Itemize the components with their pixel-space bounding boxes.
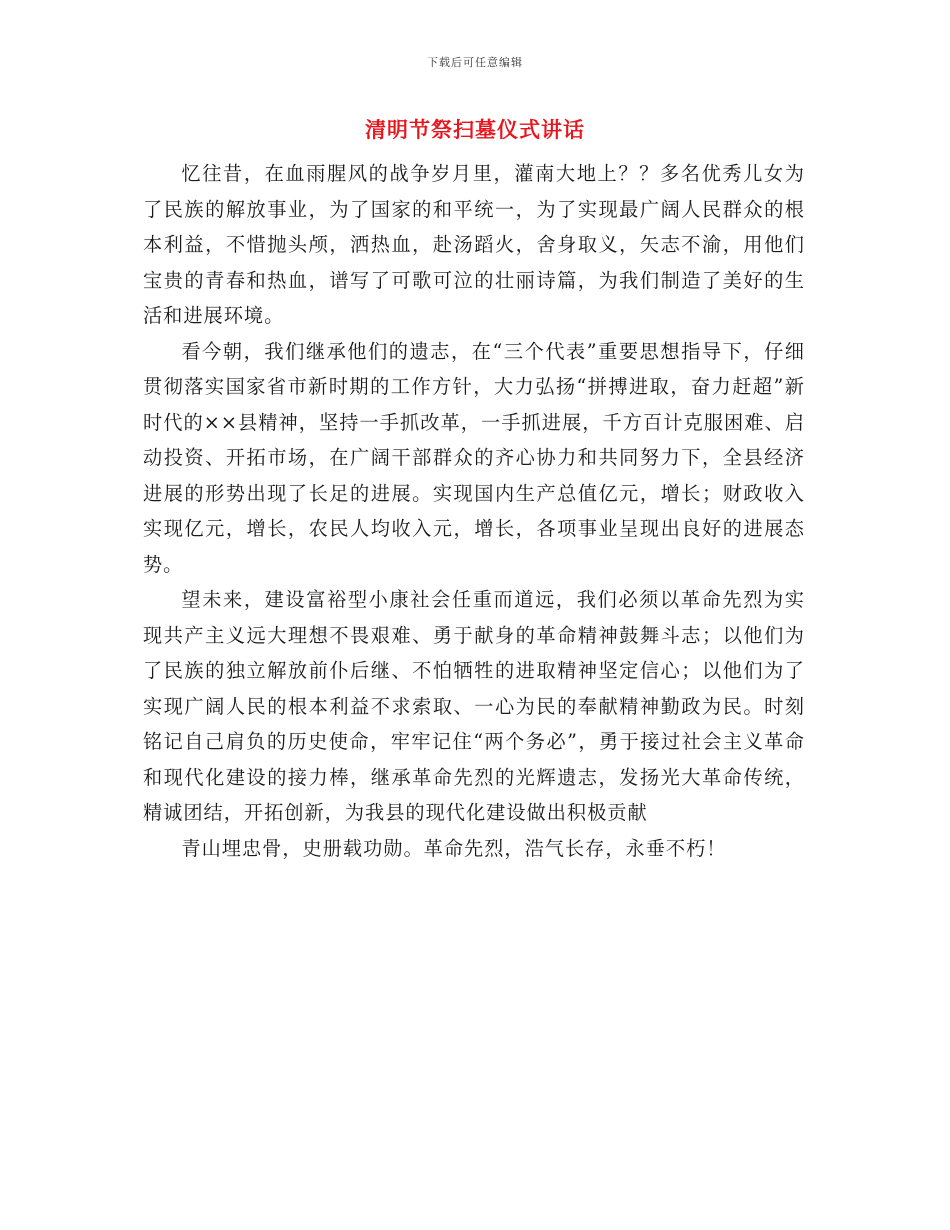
paragraph-1: 忆往昔，在血雨腥风的战争岁月里，灌南大地上？？多名优秀儿女为了民族的解放事业，为了国家的和平统一，为了实现最广阔人民群众的根本利益，不惜抛头颅，洒热血，赴汤蹈火，舍身取义，矢志不渝，用他们宝贵的青春和热血，谱写了可歌可泣的壮丽诗篇，为我们制造了美好的生活和进展环境。 xyxy=(143,162,805,327)
paragraph-3: 望未来，建设富裕型小康社会任重而道远，我们必须以革命先烈为实现共产主义远大理想不畏艰难、勇于献身的革命精神鼓舞斗志；以他们为了民族的独立解放前仆后继、不怕牺牲的进取精神坚定信心；以他们为了实现广阔人民的根本利益不求索取、一心为民的奉献精神勤政为民。时刻铭记自己肩负的历史使命，牢牢记住“两个务必”，勇于接过社会主义革命和现代化建设的接力棒，继承革命先烈的光辉遗志，发扬光大革命传统，精诚团结，开拓创新，为我县的现代化建设做出积极贡献 xyxy=(143,588,805,824)
paragraph-4: 青山埋忠骨，史册载功勋。革命先烈，浩气长存，永垂不朽！ xyxy=(181,836,727,860)
document-body xyxy=(143,156,805,866)
paragraph-2: 看今朝，我们继承他们的遗志，在“三个代表”重要思想指导下，仔细贯彻落实国家省市新时期的工作方针，大力弘扬“拼搏进取，奋力赶超”新时代的××县精神，坚持一手抓改革，一手抓进展，千方百计克服困难、启动投资、开拓市场，在广阔干部群众的齐心协力和共同努力下，全县经济进展的形势出现了长足的进展。实现国内生产总值亿元，增长；财政收入实现亿元，增长，农民人均收入元，增长，各项事业呈现出良好的进展态势。 xyxy=(143,339,805,576)
header-note: 下载后可任意编辑 xyxy=(427,56,523,69)
document-title: 清明节祭扫墓仪式讲话 xyxy=(365,117,585,142)
